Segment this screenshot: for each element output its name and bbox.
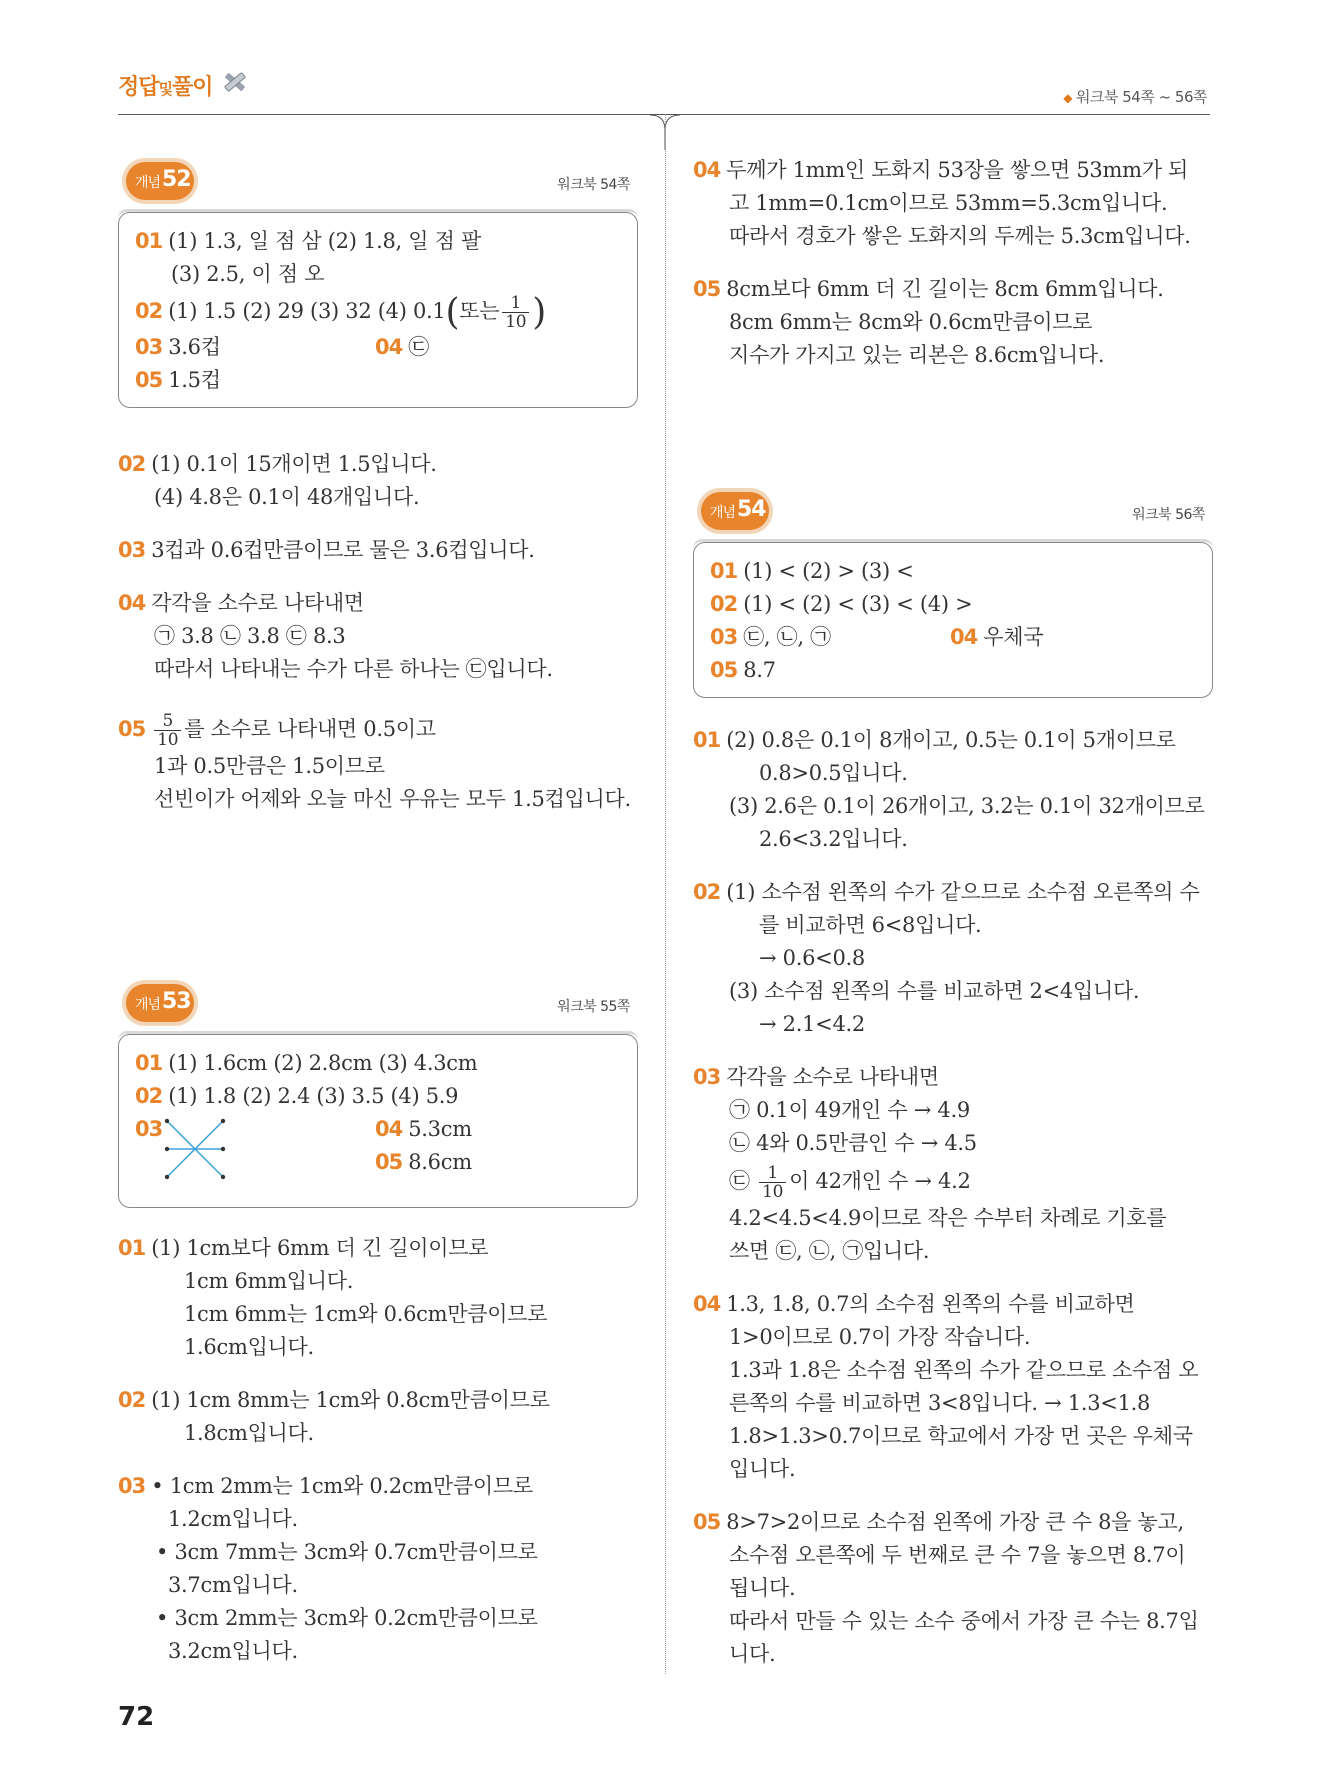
explanation-text: 따라서 경호가 쌓은 도화지의 두께는 5.3cm입니다. (729, 224, 1191, 248)
answer-text: 우체국 (983, 625, 1044, 649)
item-number: 01 (118, 1236, 146, 1260)
item-number: 02 (118, 1388, 146, 1412)
concept-52-explanations (118, 448, 638, 816)
explanation-text: (1) 1cm 8mm는 1cm와 0.8cm만큼이므로 (151, 1388, 550, 1412)
answer-text: (1) < (2) > (3) < (743, 559, 914, 583)
explanation-text: 이 42개인 수 → 4.2 (789, 1169, 971, 1193)
answer-text: (1) 1.5 (2) 29 (3) 32 (4) 0.1 (168, 299, 446, 323)
fraction (154, 712, 181, 749)
answer-text: (1) < (2) < (3) < (4) > (743, 592, 973, 616)
explanation-text: 지수가 가지고 있는 리본은 8.6cm입니다. (729, 343, 1105, 367)
explanation-text: 3컵과 0.6컵만큼이므로 물은 3.6컵입니다. (151, 538, 535, 562)
workbook-ref: 워크북 54쪽 (557, 177, 630, 193)
item-number: 02 (710, 592, 738, 616)
explanation-text: (4) 4.8은 0.1이 48개입니다. (154, 485, 420, 509)
workbook-ref: 워크북 55쪽 (557, 999, 630, 1015)
explanation-text: 1.8>1.3>0.7이므로 학교에서 가장 먼 곳은 우체국 (729, 1424, 1193, 1448)
item-number: 03 (135, 1117, 163, 1141)
explanation-text: (1) 소수점 왼쪽의 수가 같으므로 소수점 오른쪽의 수 (726, 880, 1200, 904)
explanation-text: 1.2cm입니다. (168, 1507, 298, 1531)
paren-close: ) (532, 292, 547, 333)
concept-badge (126, 984, 194, 1022)
column-divider (665, 114, 666, 1674)
fraction-denominator: 10 (505, 312, 527, 332)
item-number: 03 (135, 335, 163, 359)
item-number: 05 (118, 717, 146, 741)
explanation-text: 를 소수로 나타내면 0.5이고 (184, 717, 436, 741)
explanation-text: (1) 0.1이 15개이면 1.5입니다. (151, 452, 437, 476)
explanation-text: 소수점 오른쪽에 두 번째로 큰 수 7을 놓으면 8.7이 (729, 1543, 1186, 1567)
explanation-text: 8cm 6mm는 8cm와 0.6cm만큼이므로 (729, 310, 1093, 334)
item-number: 01 (135, 229, 163, 253)
answer-text: ㉢, ㉡, ㉠ (743, 625, 831, 649)
explanation-text: 를 비교하면 6<8입니다. (759, 913, 982, 937)
item-number: 01 (693, 728, 721, 752)
section-title (118, 70, 213, 101)
explanation-text: 4.2<4.5<4.9이므로 작은 수부터 차례로 기호를 (729, 1206, 1167, 1230)
explanation-text: 2.6<3.2입니다. (759, 827, 908, 851)
explanation-text: 1과 0.5만큼은 1.5이므로 (154, 754, 385, 778)
answer-text: 8.7 (743, 658, 776, 682)
explanation-text: 1.8cm입니다. (184, 1421, 314, 1445)
explanation-text: (3) 2.6은 0.1이 26개이고, 3.2는 0.1이 32개이므로 (729, 794, 1205, 818)
paren-open: ( (445, 292, 460, 333)
item-number: 05 (710, 658, 738, 682)
answer-text: ㉢ (408, 335, 429, 359)
explanation-text: ㉠ 3.8 ㉡ 3.8 ㉢ 8.3 (154, 624, 346, 648)
explanation-text: 른쪽의 수를 비교하면 3<8입니다. → 1.3<1.8 (729, 1391, 1151, 1415)
answer-text: 또는 (459, 299, 500, 323)
explanation-text: 1>0이므로 0.7이 가장 작습니다. (729, 1325, 1031, 1349)
answer-text: 1.5컵 (168, 368, 221, 392)
badge-label: 개념 (135, 175, 161, 191)
explanation-text: 1.6cm입니다. (184, 1335, 314, 1359)
fraction-numerator: 1 (759, 1164, 786, 1183)
explanation-text: ㉡ 4와 0.5만큼인 수 → 4.5 (729, 1131, 977, 1155)
explanation-text: 3.7cm입니다. (168, 1573, 298, 1597)
item-number: 05 (693, 277, 721, 301)
explanation-text: → 2.1<4.2 (759, 1012, 865, 1036)
explanation-text: • 3cm 7mm는 3cm와 0.7cm만큼이므로 (156, 1540, 538, 1564)
explanation-text: (1) 1cm보다 6mm 더 긴 길이이므로 (151, 1236, 489, 1260)
answer-text: 3.6컵 (168, 335, 221, 359)
concept-52 (118, 156, 638, 408)
item-number: 03 (693, 1065, 721, 1089)
range-bullet-icon: ◆ (1063, 91, 1072, 105)
explanation-text: (2) 0.8은 0.1이 8개이고, 0.5는 0.1이 5개이므로 (726, 728, 1176, 752)
explanation-text: 1.3, 1.8, 0.7의 소수점 왼쪽의 수를 비교하면 (726, 1292, 1135, 1316)
item-number: 02 (693, 880, 721, 904)
concept-badge (126, 162, 194, 200)
item-number: 01 (710, 559, 738, 583)
explanation-text: 1cm 6mm입니다. (184, 1269, 354, 1293)
item-number: 02 (135, 1084, 163, 1108)
explanation-text: 각각을 소수로 나타내면 (726, 1065, 939, 1089)
badge-label: 개념 (135, 997, 161, 1013)
explanation-text: 각각을 소수로 나타내면 (151, 591, 364, 615)
item-number: 01 (135, 1051, 163, 1075)
explanation-text: 쓰면 ㉢, ㉡, ㉠입니다. (729, 1239, 930, 1263)
answer-box (118, 1034, 638, 1208)
title-part-solution: 풀이 (172, 75, 213, 100)
concept-badge (701, 492, 769, 530)
item-number: 03 (118, 1474, 146, 1498)
explanation-text: 됩니다. (729, 1576, 796, 1600)
answer-text: (1) 1.8 (2) 2.4 (3) 3.5 (4) 5.9 (168, 1084, 459, 1108)
concept-53-explanations-cont (693, 154, 1213, 372)
concept-54 (693, 486, 1213, 698)
fraction-numerator: 5 (154, 712, 181, 731)
answer-text: (1) 1.3, 일 점 삼 (2) 1.8, 일 점 팔 (168, 229, 481, 253)
workbook-ref: 워크북 56쪽 (1132, 507, 1205, 523)
title-part-and: 및 (158, 80, 173, 98)
badge-label: 개념 (710, 505, 736, 521)
concept-54-explanations (693, 724, 1213, 1671)
explanation-text: 선빈이가 어제와 오늘 마신 우유는 모두 1.5컵입니다. (154, 787, 631, 811)
fraction-denominator: 10 (157, 730, 179, 750)
fraction-denominator: 10 (762, 1182, 784, 1202)
explanation-text: 입니다. (729, 1457, 796, 1481)
answer-box (118, 212, 638, 408)
item-number: 05 (375, 1150, 403, 1174)
answer-text: (1) 1.6cm (2) 2.8cm (3) 4.3cm (168, 1051, 478, 1075)
item-number: 04 (950, 625, 978, 649)
explanation-text: 0.8>0.5입니다. (759, 761, 908, 785)
explanation-text: 8>7>2이므로 소수점 왼쪽에 가장 큰 수 8을 놓고, (726, 1510, 1184, 1534)
explanation-text: 따라서 나타내는 수가 다른 하나는 ㉢입니다. (154, 657, 553, 681)
answer-text: 5.3cm (408, 1117, 472, 1141)
item-number: 03 (710, 625, 738, 649)
explanation-text: → 0.6<0.8 (759, 946, 865, 970)
fraction (502, 294, 529, 331)
explanation-text: 두께가 1mm인 도화지 53장을 쌓으면 53mm가 되 (726, 158, 1189, 182)
workbook-page-range (1063, 86, 1207, 107)
item-number: 04 (693, 158, 721, 182)
item-number: 05 (693, 1510, 721, 1534)
explanation-text: 고 1mm=0.1cm이므로 53mm=5.3cm입니다. (729, 191, 1168, 215)
pencil-ruler-icon (222, 70, 248, 94)
item-number: 04 (375, 1117, 403, 1141)
explanation-text: 1.3과 1.8은 소수점 왼쪽의 수가 같으므로 소수점 오 (729, 1358, 1199, 1382)
badge-number: 52 (162, 167, 191, 192)
item-number: 04 (118, 591, 146, 615)
item-number: 04 (693, 1292, 721, 1316)
answer-text: (3) 2.5, 이 점 오 (171, 262, 325, 286)
explanation-text: • 3cm 2mm는 3cm와 0.2cm만큼이므로 (156, 1606, 538, 1630)
item-number: 02 (118, 452, 146, 476)
title-part-answer: 정답 (118, 75, 159, 100)
explanation-text: 3.2cm입니다. (168, 1639, 298, 1663)
explanation-text: 니다. (729, 1642, 776, 1666)
item-number: 02 (135, 299, 163, 323)
page-number: 72 (118, 1702, 155, 1732)
explanation-text: (3) 소수점 왼쪽의 수를 비교하면 2<4입니다. (729, 979, 1140, 1003)
range-text: 워크북 54쪽 ~ 56쪽 (1076, 88, 1207, 106)
explanation-text: 8cm보다 6mm 더 긴 길이는 8cm 6mm입니다. (726, 277, 1164, 301)
explanation-text: 1cm 6mm는 1cm와 0.6cm만큼이므로 (184, 1302, 548, 1326)
answer-box (693, 542, 1213, 698)
explanation-text: • 1cm 2mm는 1cm와 0.2cm만큼이므로 (151, 1474, 533, 1498)
explanation-text: ㉢ (729, 1169, 750, 1193)
badge-number: 53 (162, 989, 191, 1014)
item-number: 03 (118, 538, 146, 562)
explanation-text: ㉠ 0.1이 49개인 수 → 4.9 (729, 1098, 970, 1122)
answer-text: 8.6cm (408, 1150, 472, 1174)
fraction (759, 1164, 786, 1201)
item-number: 05 (135, 368, 163, 392)
badge-number: 54 (737, 497, 766, 522)
explanation-text: 따라서 만들 수 있는 소수 중에서 가장 큰 수는 8.7입 (729, 1609, 1199, 1633)
item-number: 04 (375, 335, 403, 359)
concept-53-explanations (118, 1232, 638, 1668)
fraction-numerator: 1 (502, 294, 529, 313)
concept-53 (118, 978, 638, 1208)
